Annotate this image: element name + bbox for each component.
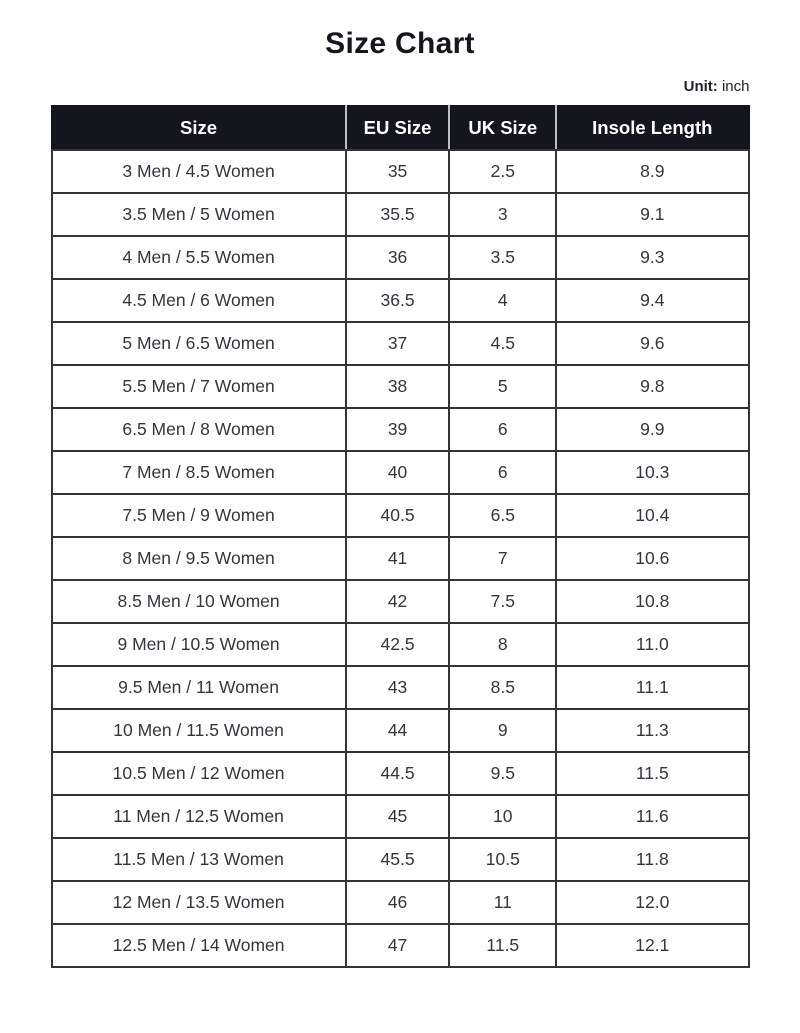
eu-size-cell: 40.5: [346, 494, 450, 537]
insole-length-cell: 11.1: [556, 666, 748, 709]
table-body: [52, 150, 749, 967]
uk-size-cell: 2.5: [449, 150, 556, 193]
size-cell: 5 Men / 6.5 Women: [52, 322, 346, 365]
table-row: [52, 451, 749, 494]
table-row: [52, 795, 749, 838]
eu-size-cell: 44.5: [346, 752, 450, 795]
table-row: [52, 924, 749, 967]
table-row: [52, 193, 749, 236]
uk-size-cell: 6: [449, 408, 556, 451]
insole-length-cell: 9.9: [556, 408, 748, 451]
eu-size-cell: 36: [346, 236, 450, 279]
table-row: [52, 838, 749, 881]
insole-length-cell: 11.6: [556, 795, 748, 838]
size-cell: 6.5 Men / 8 Women: [52, 408, 346, 451]
eu-size-cell: 46: [346, 881, 450, 924]
size-cell: 4.5 Men / 6 Women: [52, 279, 346, 322]
uk-size-cell: 9: [449, 709, 556, 752]
size-cell: 11.5 Men / 13 Women: [52, 838, 346, 881]
eu-size-cell: 47: [346, 924, 450, 967]
size-cell: 9.5 Men / 11 Women: [52, 666, 346, 709]
column-header-size: Size: [52, 106, 346, 150]
size-cell: 10.5 Men / 12 Women: [52, 752, 346, 795]
insole-length-cell: 12.0: [556, 881, 748, 924]
table-row: [52, 236, 749, 279]
table-row: [52, 322, 749, 365]
uk-size-cell: 6.5: [449, 494, 556, 537]
size-cell: 10 Men / 11.5 Women: [52, 709, 346, 752]
eu-size-cell: 43: [346, 666, 450, 709]
insole-length-cell: 10.3: [556, 451, 748, 494]
uk-size-cell: 9.5: [449, 752, 556, 795]
size-chart-table: [51, 105, 750, 968]
insole-length-cell: 11.3: [556, 709, 748, 752]
table-row: [52, 623, 749, 666]
size-cell: 3 Men / 4.5 Women: [52, 150, 346, 193]
column-header-insole-length: Insole Length: [556, 106, 748, 150]
table-row: [52, 580, 749, 623]
uk-size-cell: 8: [449, 623, 556, 666]
insole-length-cell: 8.9: [556, 150, 748, 193]
uk-size-cell: 10: [449, 795, 556, 838]
insole-length-cell: 11.0: [556, 623, 748, 666]
unit-value: inch: [721, 78, 750, 95]
size-cell: 3.5 Men / 5 Women: [52, 193, 346, 236]
eu-size-cell: 44: [346, 709, 450, 752]
column-header-uk-size: UK Size: [449, 106, 556, 150]
table-row: [52, 494, 749, 537]
uk-size-cell: 3.5: [449, 236, 556, 279]
size-cell: 11 Men / 12.5 Women: [52, 795, 346, 838]
insole-length-cell: 12.1: [556, 924, 748, 967]
insole-length-cell: 10.4: [556, 494, 748, 537]
insole-length-cell: 9.3: [556, 236, 748, 279]
size-cell: 4 Men / 5.5 Women: [52, 236, 346, 279]
size-cell: 8 Men / 9.5 Women: [52, 537, 346, 580]
table-row: [52, 279, 749, 322]
eu-size-cell: 40: [346, 451, 450, 494]
insole-length-cell: 9.6: [556, 322, 748, 365]
page-title: Size Chart: [325, 27, 475, 60]
insole-length-cell: 11.8: [556, 838, 748, 881]
size-cell: 7.5 Men / 9 Women: [52, 494, 346, 537]
eu-size-cell: 45: [346, 795, 450, 838]
table-row: [52, 666, 749, 709]
uk-size-cell: 10.5: [449, 838, 556, 881]
uk-size-cell: 6: [449, 451, 556, 494]
table-row: [52, 709, 749, 752]
uk-size-cell: 7.5: [449, 580, 556, 623]
eu-size-cell: 41: [346, 537, 450, 580]
size-cell: 5.5 Men / 7 Women: [52, 365, 346, 408]
insole-length-cell: 10.8: [556, 580, 748, 623]
eu-size-cell: 39: [346, 408, 450, 451]
insole-length-cell: 11.5: [556, 752, 748, 795]
uk-size-cell: 7: [449, 537, 556, 580]
uk-size-cell: 11.5: [449, 924, 556, 967]
insole-length-cell: 10.6: [556, 537, 748, 580]
eu-size-cell: 42: [346, 580, 450, 623]
table-row: [52, 752, 749, 795]
size-cell: 12 Men / 13.5 Women: [52, 881, 346, 924]
size-cell: 9 Men / 10.5 Women: [52, 623, 346, 666]
column-header-eu-size: EU Size: [346, 106, 450, 150]
uk-size-cell: 4: [449, 279, 556, 322]
uk-size-cell: 8.5: [449, 666, 556, 709]
uk-size-cell: 11: [449, 881, 556, 924]
table-row: [52, 881, 749, 924]
table-row: [52, 537, 749, 580]
unit-label: Unit:: [683, 78, 718, 95]
insole-length-cell: 9.8: [556, 365, 748, 408]
eu-size-cell: 35: [346, 150, 450, 193]
size-cell: 12.5 Men / 14 Women: [52, 924, 346, 967]
table-header-row: [52, 106, 749, 150]
unit-note: [51, 77, 750, 96]
eu-size-cell: 36.5: [346, 279, 450, 322]
table-row: [52, 150, 749, 193]
size-cell: 8.5 Men / 10 Women: [52, 580, 346, 623]
eu-size-cell: 38: [346, 365, 450, 408]
table-row: [52, 365, 749, 408]
table-row: [52, 408, 749, 451]
uk-size-cell: 3: [449, 193, 556, 236]
insole-length-cell: 9.1: [556, 193, 748, 236]
eu-size-cell: 42.5: [346, 623, 450, 666]
eu-size-cell: 45.5: [346, 838, 450, 881]
eu-size-cell: 35.5: [346, 193, 450, 236]
uk-size-cell: 5: [449, 365, 556, 408]
insole-length-cell: 9.4: [556, 279, 748, 322]
uk-size-cell: 4.5: [449, 322, 556, 365]
eu-size-cell: 37: [346, 322, 450, 365]
size-cell: 7 Men / 8.5 Women: [52, 451, 346, 494]
